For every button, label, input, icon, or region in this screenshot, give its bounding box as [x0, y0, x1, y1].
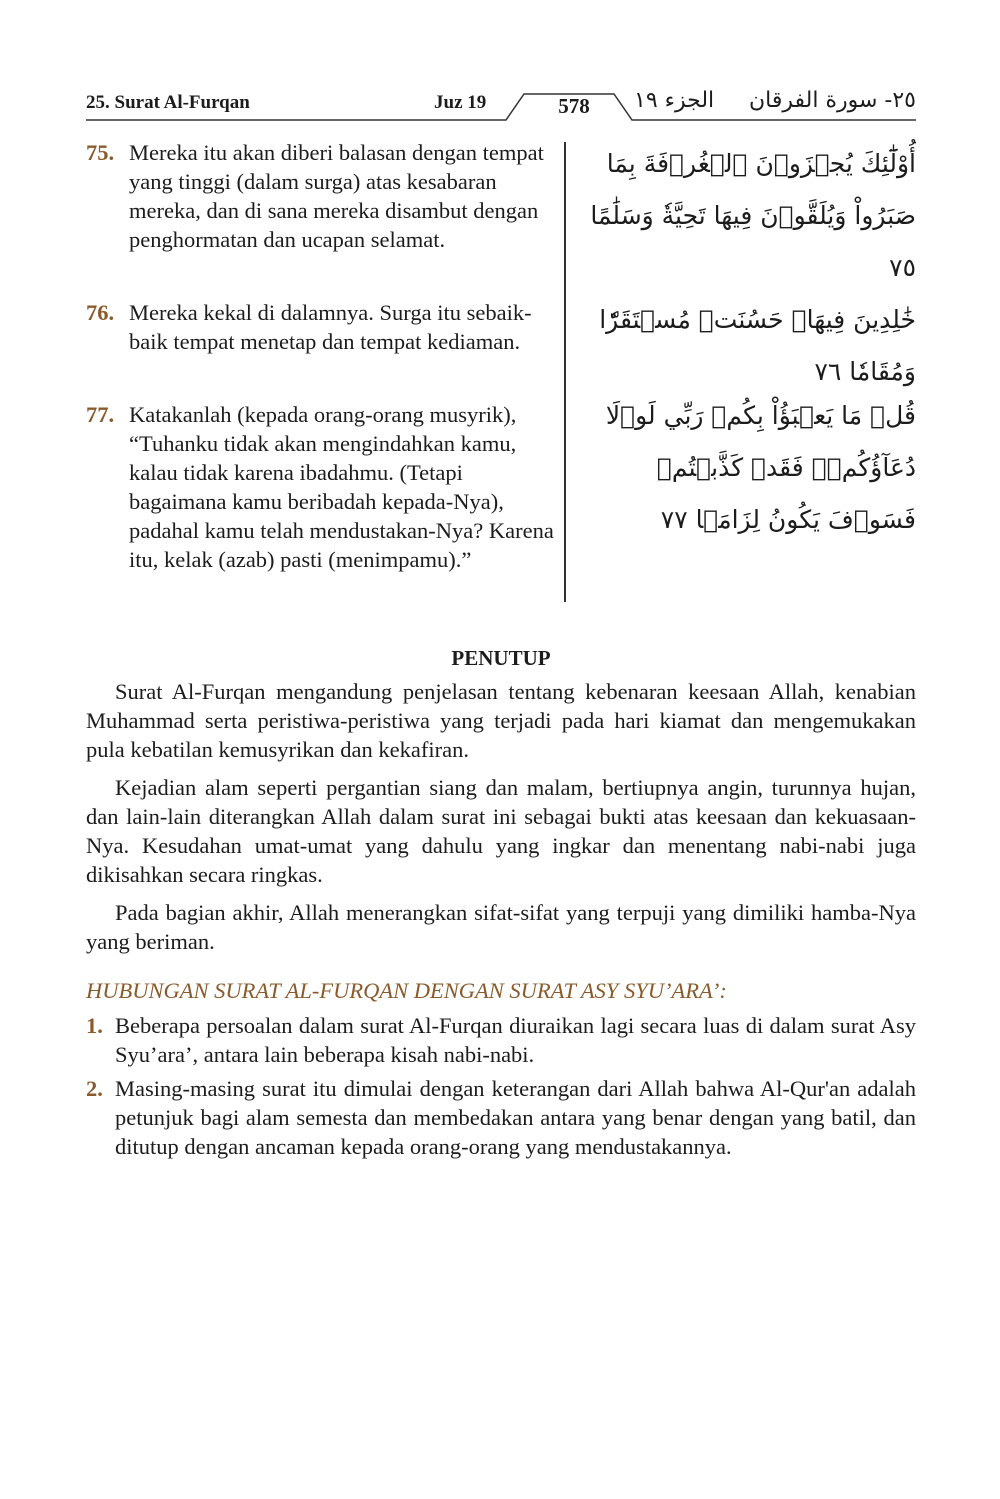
- juz-label: Juz 19: [434, 92, 487, 113]
- list-item: [86, 1074, 916, 1161]
- verse-number: 75.: [86, 140, 115, 165]
- column-divider: [564, 142, 566, 602]
- verse-text: Mereka kekal di dalamnya. Surga itu sebaik-baik tempat menetap dan tempat kediaman.: [129, 300, 532, 354]
- verse-number: 77.: [86, 402, 115, 427]
- page-number: 578: [558, 94, 590, 118]
- verse-76-translation: [86, 298, 556, 356]
- verse-75-arabic: أُوْلَٰٓئِكَ يُجۡزَوۡنَ ٱلۡغُرۡفَةَ بِمَا صَبَرُواْ وَيُلَقَّوۡنَ فِيهَا تَحِيَّةٗ وَسَلَٰمًا ٧٥: [590, 149, 916, 282]
- verse-77-translation: [86, 400, 556, 574]
- verse-76-arabic: خَٰلِدِينَ فِيهَاۚ حَسُنَتۡ مُسۡتَقَرّٗا وَمُقَامٗا ٧٦: [599, 305, 916, 386]
- list-item: [86, 1011, 916, 1069]
- verse-text: Katakanlah (kepada orang-orang musyrik), “Tuhanku tidak akan mengindahkan kamu, kalau tidak karena ibadahmu. (Tetapi bagaimana kamu beribadah kepada-Nya), padahal kamu telah mendustakan-Nya? Karena itu, kelak (azab) pasti (menimpamu).”: [129, 402, 554, 572]
- subheading: HUBUNGAN SURAT AL-FURQAN DENGAN SURAT ASY SYU’ARA’:: [86, 978, 727, 1003]
- page-header: [86, 86, 916, 126]
- list-item-text: Masing-masing surat itu dimulai dengan keterangan dari Allah bahwa Al-Qur'an adalah petunjuk bagi alam semesta dan membedakan antara yang benar dengan yang batil, dan ditutup dengan ancaman kepada orang-orang yang mendustakannya.: [115, 1076, 916, 1159]
- list-item-text: Beberapa persoalan dalam surat Al-Furqan diuraikan lagi secara luas di dalam surat Asy Syu’ara’, antara lain beberapa kisah nabi-nabi.: [115, 1013, 916, 1067]
- arabic-surah-label: ٢٥- سورة الفرقان: [749, 88, 916, 113]
- paragraph: Kejadian alam seperti pergantian siang dan malam, bertiupnya angin, turunnya hujan, dan lain-lain diterangkan Allah dalam surat ini sebagai bukti atas keesaan dan kekuasaan-Nya. Kesudahan umat-umat yang dahulu yang ingkar dan menentang nabi-nabi juga dikisahkan secara ringkas.: [86, 775, 916, 887]
- verse-number: 76.: [86, 300, 115, 325]
- verse-text: Mereka itu akan diberi balasan dengan tempat yang tinggi (dalam surga) atas kesabaran mereka, dan di sana mereka disambut dengan penghormatan dan ucapan selamat.: [129, 140, 544, 252]
- verse-77-arabic: قُلۡ مَا يَعۡبَؤُاْ بِكُمۡ رَبِّي لَوۡلَا دُعَآؤُكُمۡۖ فَقَدۡ كَذَّبۡتُمۡ فَسَوۡفَ يَكُونُ لِزَامَۢا ٧٧: [605, 401, 916, 534]
- list-item-number: 2.: [86, 1076, 103, 1101]
- verses-section: [86, 138, 916, 604]
- paragraph: Pada bagian akhir, Allah menerangkan sifat-sifat yang terpuji yang dimiliki hamba-Nya yang beriman.: [86, 900, 916, 954]
- list-item-number: 1.: [86, 1013, 103, 1038]
- arabic-juz-label: الجزء ١٩: [634, 88, 715, 113]
- paragraph: Surat Al-Furqan mengandung penjelasan tentang kebenaran keesaan Allah, kenabian Muhammad serta peristiwa-peristiwa yang terjadi pada hari kiamat dan mengemukakan pula kebatilan kemusyrikan dan kekafiran.: [86, 679, 916, 762]
- section-title: PENUTUP: [451, 646, 551, 670]
- surah-label: 25. Surat Al-Furqan: [86, 92, 250, 113]
- closing-section: [86, 646, 916, 1166]
- verse-75-translation: [86, 138, 556, 254]
